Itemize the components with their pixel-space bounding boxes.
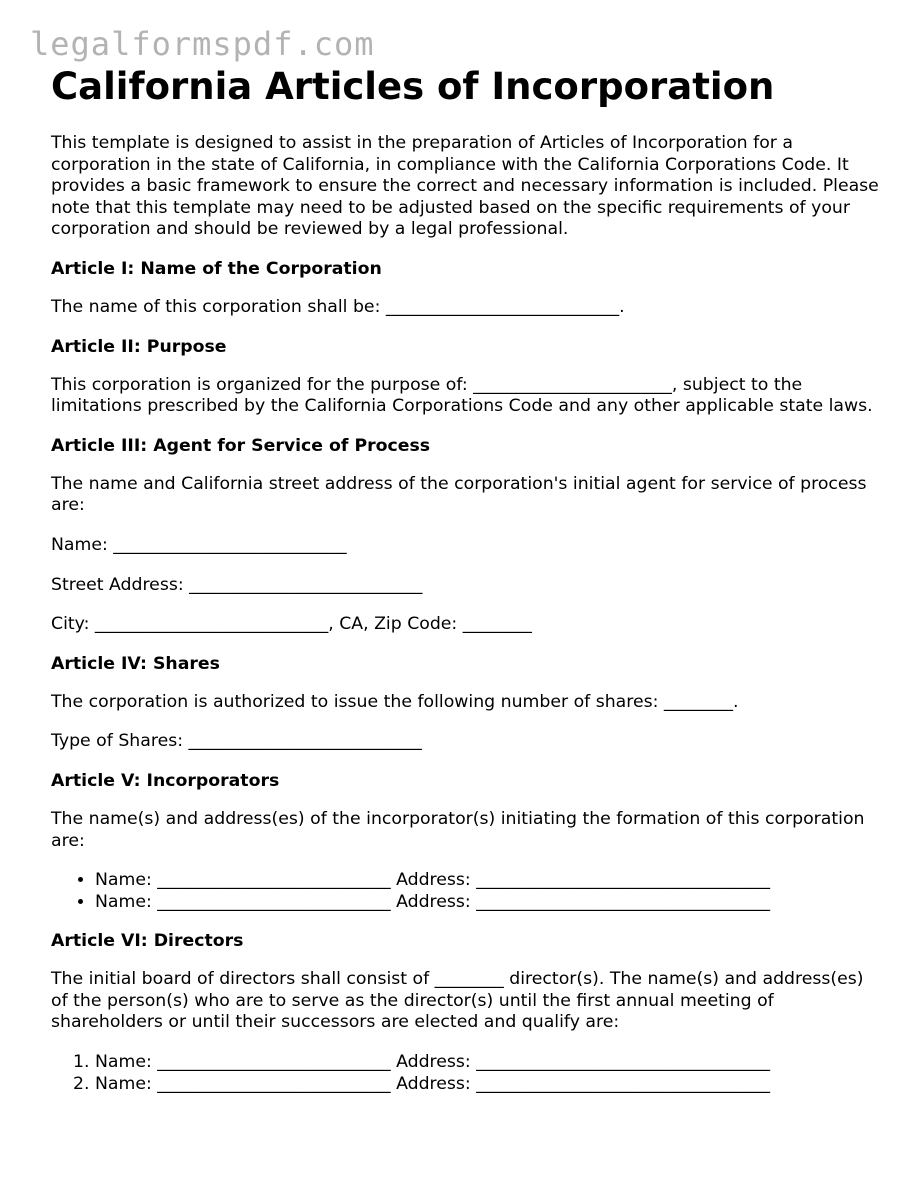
list-item: • Name: ___________________________ Address: __________________________________ [95, 870, 881, 892]
incorporator-list [51, 870, 881, 913]
agent-city-field: City: ___________________________, CA, Zip Code: ________ [51, 614, 532, 635]
article-3-text: The name and California street address of the corporation's initial agent for service of process are: [51, 473, 867, 516]
director-list [51, 1052, 881, 1095]
article-4-heading: Article IV: Shares [51, 653, 220, 674]
list-item: 2. Name: ___________________________ Address: __________________________________ [95, 1074, 881, 1096]
article-2-heading: Article II: Purpose [51, 336, 227, 357]
article-3-heading: Article III: Agent for Service of Process [51, 435, 431, 456]
article-6-heading: Article VI: Directors [51, 931, 244, 952]
article-5-text: The name(s) and address(es) of the incorporator(s) initiating the formation of this corporation are: [51, 808, 865, 851]
agent-name-field: Name: ___________________________ [51, 534, 347, 555]
article-4-text: The corporation is authorized to issue the following number of shares: ________. [51, 691, 739, 712]
page-title: California Articles of Incorporation [51, 65, 775, 108]
intro-paragraph: This template is designed to assist in the preparation of Articles of Incorporation for a corporation in the state of California, in compliance with the California Corporations Code. It provides a basic framework to ensure the correct and necessary information is included. Please note that this template may need to be adjusted based on the specific requirements of your corporation and should be reviewed by a legal professional. [51, 133, 879, 240]
article-5-heading: Article V: Incorporators [51, 770, 280, 791]
document-body [51, 64, 881, 1095]
article-1-heading: Article I: Name of the Corporation [51, 258, 382, 279]
list-item: • Name: ___________________________ Address: __________________________________ [95, 892, 881, 914]
article-6-text: The initial board of directors shall consist of ________ director(s). The name(s) and address(es) of the person(s) who are to serve as the director(s) until the first annual meeting of shareholders or until their successors are elected and qualify are: [51, 969, 864, 1033]
agent-street-field: Street Address: ___________________________ [51, 574, 423, 595]
article-1-text: The name of this corporation shall be: ___________________________. [51, 296, 625, 317]
share-type-field: Type of Shares: ___________________________ [51, 731, 422, 752]
watermark: legalformspdf.com [30, 25, 375, 63]
list-item: 1. Name: ___________________________ Address: __________________________________ [95, 1052, 881, 1074]
article-2-text: This corporation is organized for the purpose of: _______________________, subject to the limitations prescribed by the California Corporations Code and any other applicable state laws. [51, 374, 873, 417]
